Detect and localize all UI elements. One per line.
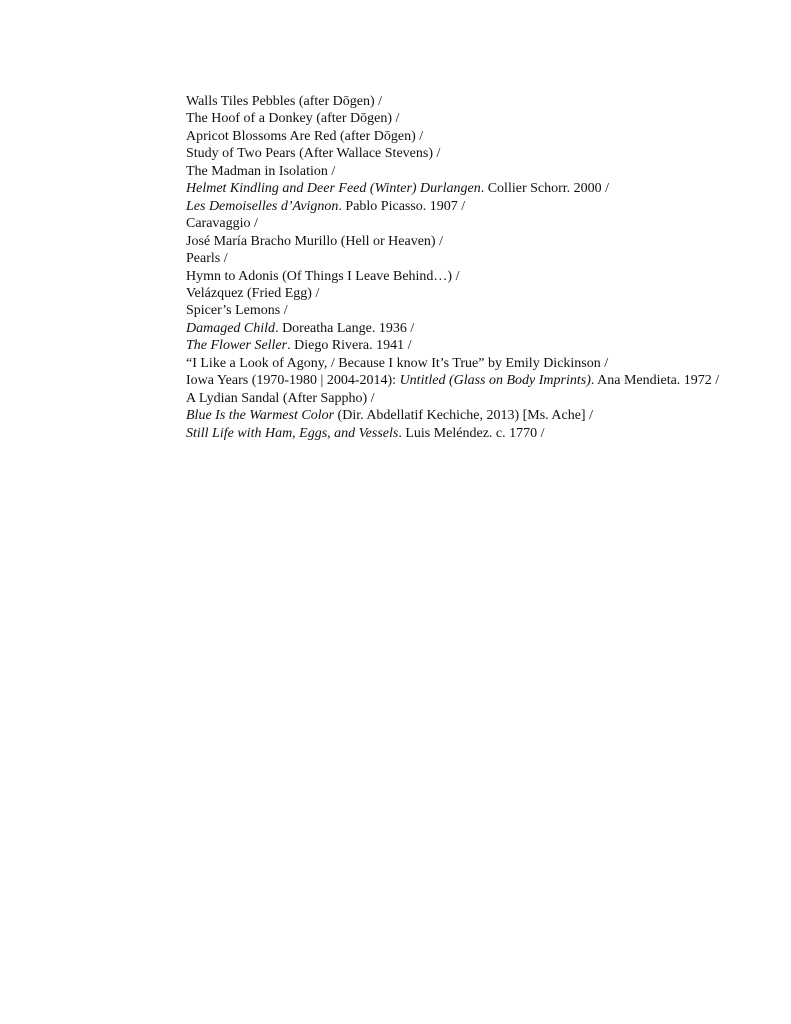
- list-item: [186, 110, 726, 127]
- entry-text: José María Bracho Murillo (Hell or Heaven) /: [186, 233, 443, 249]
- entry-text: Walls Tiles Pebbles (after Dōgen) /: [186, 94, 383, 109]
- work-title: Untitled (Glass on Body Imprints): [399, 373, 591, 389]
- list-item: [186, 233, 726, 250]
- list-item: [186, 337, 726, 354]
- entry-text: . Doreatha Lange. 1936 /: [275, 320, 415, 336]
- entry-text: . Luis Meléndez. c. 1770 /: [398, 425, 545, 441]
- list-item: [186, 407, 726, 424]
- entry-text: (Dir. Abdellatif Kechiche, 2013) [Ms. Ache] /: [334, 408, 593, 424]
- contents-list: [186, 93, 726, 442]
- work-title: Damaged Child: [186, 320, 276, 336]
- list-item: [186, 285, 726, 302]
- list-item: [186, 425, 726, 442]
- work-title: Still Life with Ham, Eggs, and Vessels: [186, 425, 399, 441]
- list-item: [186, 355, 726, 372]
- entry-text: Caravaggio /: [186, 216, 258, 232]
- entry-text: Hymn to Adonis (Of Things I Leave Behind…) /: [186, 268, 460, 284]
- entry-text: “I Like a Look of Agony, / Because I know It’s True” by Emily Dickinson /: [186, 355, 609, 371]
- entry-text: Iowa Years (1970-1980 | 2004-2014):: [186, 373, 400, 389]
- work-title: The Flower Seller: [186, 338, 288, 354]
- entry-text: Velázquez (Fried Egg) /: [186, 285, 320, 301]
- entry-text: Pearls /: [186, 251, 228, 267]
- work-title: Helmet Kindling and Deer Feed (Winter) Durlangen: [186, 181, 481, 197]
- list-item: [186, 93, 726, 110]
- list-item: [186, 215, 726, 232]
- entry-text: Spicer’s Lemons /: [186, 303, 288, 319]
- entry-text: Study of Two Pears (After Wallace Stevens) /: [186, 146, 441, 162]
- entry-text: A Lydian Sandal (After Sappho) /: [186, 390, 375, 406]
- entry-text: Apricot Blossoms Are Red (after Dōgen) /: [186, 128, 424, 144]
- list-item: [186, 128, 726, 145]
- entry-text: . Ana Mendieta. 1972 /: [590, 373, 720, 389]
- entry-text: . Diego Rivera. 1941 /: [287, 338, 412, 354]
- list-item: [186, 180, 726, 197]
- list-item: [186, 390, 726, 407]
- entry-text: The Madman in Isolation /: [186, 163, 336, 179]
- list-item: [186, 145, 726, 162]
- list-item: [186, 268, 726, 285]
- entry-text: . Collier Schorr. 2000 /: [480, 181, 610, 197]
- list-item: [186, 372, 726, 389]
- list-item: [186, 163, 726, 180]
- work-title: Les Demoiselles d’Avignon: [186, 198, 339, 214]
- list-item: [186, 302, 726, 319]
- list-item: [186, 198, 726, 215]
- list-item: [186, 250, 726, 267]
- entry-text: The Hoof of a Donkey (after Dōgen) /: [186, 111, 400, 127]
- entry-text: . Pablo Picasso. 1907 /: [338, 198, 466, 214]
- work-title: Blue Is the Warmest Color: [186, 408, 335, 424]
- list-item: [186, 320, 726, 337]
